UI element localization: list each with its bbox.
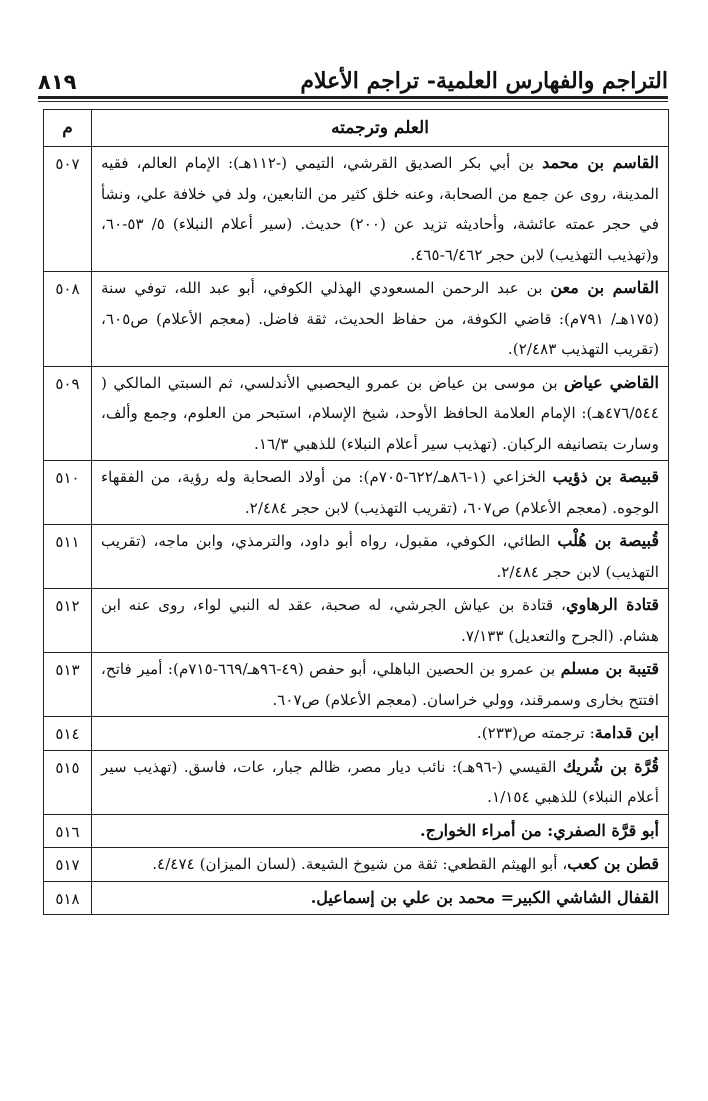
biography-cell: [92, 848, 669, 882]
biography-cell: [92, 272, 669, 367]
biography-table: [43, 109, 669, 915]
biography-cell: [92, 589, 669, 653]
person-name: ابن قدامة: [594, 723, 659, 742]
table-row: [44, 147, 669, 272]
table-row: [44, 525, 669, 589]
person-name: قطن بن كعب: [567, 854, 659, 873]
biography-cell: [92, 147, 669, 272]
biography-cell: [92, 366, 669, 461]
biography-text: بن عمرو بن الحصين الباهلي، أبو حفص (٤٩-٩٦هـ/٦٦٩-٧١٥م): أمير فاتح، افتتح بخارى وسمرقند، وولي خراسان. (معجم الأعلام) ص٦٠٧.: [101, 660, 659, 709]
entry-number: ٥١٠: [44, 461, 92, 525]
person-name: قُبيصة بن هُلْب: [557, 531, 659, 550]
header-rule: [38, 96, 668, 102]
table-row: [44, 814, 669, 848]
table-row: [44, 366, 669, 461]
running-title: التراجم والفهارس العلمية- تراجم الأعلام: [300, 68, 668, 94]
table-row: [44, 750, 669, 814]
entry-number: ٥١٧: [44, 848, 92, 882]
biography-text: بن أبي بكر الصديق القرشي، التيمي (-١١٢هـ): الإمام العالم، فقيه المدينة، روى عن جمع من الصحابة، وعنه خلق كثير من التابعين، ولد في خلافة علي، ونشأ في حجر عمته عائشة، وأحاديثه تزيد عن (٢٠٠) حديث. (سير أعلام النبلاء) ٥/ ٥٣-٦٠، و(تهذيب التهذيب) لابن حجر ٦/٤٦٢-٤٦٥.: [101, 154, 659, 264]
biography-cell: [92, 525, 669, 589]
table-header-row: [44, 110, 669, 147]
person-name: القفال الشاشي الكبير= محمد بن علي بن إسماعيل.: [310, 887, 659, 907]
table-row: [44, 653, 669, 717]
entry-number: ٥١٢: [44, 589, 92, 653]
table-row: [44, 848, 669, 882]
biography-cell: [92, 881, 669, 915]
biography-cell: [92, 717, 669, 751]
entry-number: ٥٠٧: [44, 147, 92, 272]
person-name: القاسم بن محمد: [542, 153, 659, 172]
page-header: [38, 60, 668, 94]
table-row: [44, 717, 669, 751]
biography-text: : ترجمته ص(٢٣٣).: [476, 724, 595, 742]
biography-cell: [92, 461, 669, 525]
table-row: [44, 881, 669, 915]
person-name: القاسم بن معن: [550, 278, 659, 297]
biography-text: القيسي (-٩٦هـ): نائب ديار مصر، ظالم جبار، عات، فاسق. (تهذيب سير أعلام النبلاء) للذهبي ١/١٥٤.: [101, 757, 659, 806]
column-header-number: م: [44, 110, 92, 147]
column-header-biography: العلم وترجمته: [92, 110, 669, 147]
entry-number: ٥١٦: [44, 814, 92, 848]
entry-number: ٥١٨: [44, 881, 92, 915]
table-row: [44, 461, 669, 525]
biography-text: بن عبد الرحمن المسعودي الهذلي الكوفي، أبو عبد الله، توفي سنة (١٧٥هـ/ ٧٩١م): قاضي الكوفة، من حفاظ الحديث، ثقة فاضل. (معجم الأعلام) ص٦٠٥، (تقريب التهذيب ٢/٤٨٣).: [101, 279, 659, 358]
biography-text: الخزاعي (١-٨٦هـ/٦٢٢-٧٠٥م): من أولاد الصحابة وله رؤية، من الفقهاء الوجوه. (معجم الأعلام) ص٦٠٧، (تقريب التهذيب) لابن حجر ٢/٤٨٤.: [101, 468, 659, 517]
biography-text: ، قتادة بن عياش الجرشي، له صحبة، عقد له النبي لواء، روى عنه ابن هشام. (الجرح والتعديل) ٧/١٣٣.: [101, 596, 659, 645]
entry-number: ٥١٤: [44, 717, 92, 751]
table-row: [44, 272, 669, 367]
biography-cell: [92, 750, 669, 814]
biography-text: ، أبو الهيثم القطعي: ثقة من شيوخ الشيعة. (لسان الميزان) ٤/٤٧٤.: [152, 855, 568, 873]
table-row: [44, 589, 669, 653]
person-name: قتيبة بن مسلم: [560, 659, 659, 678]
page-number: ٨١٩: [38, 70, 77, 94]
person-name: قبيصة بن ذؤيب: [552, 467, 659, 486]
biography-cell: [92, 814, 669, 848]
entry-number: ٥٠٩: [44, 366, 92, 461]
entry-number: ٥٠٨: [44, 272, 92, 367]
person-name: قُرَّة بن شُريك: [562, 756, 659, 776]
biography-text: بن موسى بن عياض بن عمرو اليحصبي الأندلسي، ثم السبتي المالكي ( ٤٧٦/٥٤٤هـ): الإمام العلامة الحافظ الأوحد، شيخ الإسلام، استبحر من العلوم، وجمع وألف، وسارت بتصانيفه الركبان. (تهذيب سير أعلام النبلاء) للذهبي ١٦/٣.: [101, 373, 659, 453]
entry-number: ٥١١: [44, 525, 92, 589]
person-name: القاضي عياض: [564, 372, 659, 392]
entry-number: ٥١٣: [44, 653, 92, 717]
biography-cell: [92, 653, 669, 717]
person-name: قتادة الرهاوي: [565, 595, 659, 614]
entry-number: ٥١٥: [44, 750, 92, 814]
biography-text: الطائي، الكوفي، مقبول، رواه أبو داود، والترمذي، وابن ماجه، (تقريب التهذيب) لابن حجر ٢/٤٨٤.: [101, 532, 659, 581]
person-name: أبو قرَّة الصفري: من أمراء الخوارج.: [420, 820, 659, 840]
